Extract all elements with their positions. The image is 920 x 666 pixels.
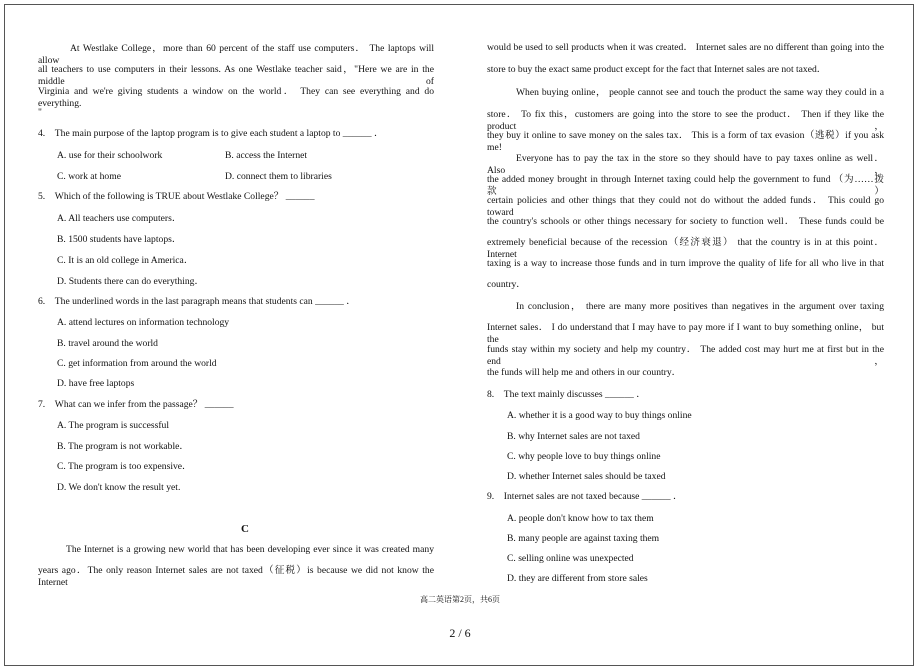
passage-line: the added money brought in through Internet taxing could help the government to fund （为……拨款） bbox=[487, 174, 884, 197]
question-6: 6. The underlined words in the last paragraph means that students can ______ ． bbox=[38, 296, 356, 307]
passage-line: taxing is a way to increase those funds and in turn improve the quality of life for all who live in that bbox=[487, 258, 884, 269]
option-b[interactable]: B. travel around the world bbox=[57, 338, 158, 349]
passage-line: funds stay within my society and help my country． The added cost may hurt me at first but in the end， bbox=[487, 344, 884, 367]
option-d[interactable]: D. Students there can do everything． bbox=[57, 276, 205, 287]
passage-line: extremely beneficial because of the recession（经济衰退） that the country is in at this point． Internet bbox=[487, 237, 884, 260]
option-c[interactable]: C. get information from around the world bbox=[57, 358, 217, 369]
option-a[interactable]: A. attend lectures on information technology bbox=[57, 317, 230, 328]
option-d[interactable]: D. have free laptops bbox=[57, 378, 135, 389]
passage-line: In conclusion， there are many more positives than negatives in the argument over taxing bbox=[516, 301, 884, 312]
passage-line: country． bbox=[487, 279, 526, 290]
option-a[interactable]: A. The program is successful bbox=[57, 420, 169, 431]
page-indicator: 2 / 6 bbox=[449, 626, 471, 640]
passage-line: they buy it online to save money on the sales tax． This is a form of tax evasion（逃税）if you ask me! bbox=[487, 130, 884, 153]
passage-line: all teachers to use computers in their lessons. As one Westlake teacher said，"Here we are in the middle of bbox=[38, 64, 434, 87]
passage-line: Internet sales． I do understand that I may have to pay more if I want to buy something online， but the bbox=[487, 322, 884, 345]
option-b[interactable]: B. access the Internet bbox=[225, 150, 308, 161]
passage-line: " bbox=[38, 107, 42, 118]
question-4: 4. The main purpose of the laptop program is to give each student a laptop to ______ ． bbox=[38, 128, 384, 139]
passage-line: When buying online， people cannot see and touch the product the same way they could in a bbox=[516, 87, 884, 98]
question-5: 5. Which of the following is TRUE about Westlake College？ ______ bbox=[38, 191, 315, 202]
option-d[interactable]: D. We don't know the result yet. bbox=[57, 482, 181, 493]
option-a[interactable]: A. use for their schoolwork bbox=[57, 150, 163, 161]
passage-line: Virginia and we're giving students a window on the world． They can see everything and do everything. bbox=[38, 86, 434, 109]
page-footer: 高二英语第2页，共6页 bbox=[420, 595, 500, 604]
option-a[interactable]: A. All teachers use computers． bbox=[57, 213, 182, 224]
passage-line: the funds will help me and others in our country． bbox=[487, 367, 682, 378]
option-c[interactable]: C. It is an old college in America． bbox=[57, 255, 194, 266]
question-7: 7. What can we infer from the passage？ ______ bbox=[38, 399, 234, 410]
section-heading: C bbox=[241, 523, 249, 535]
option-a[interactable]: A. whether it is a good way to buy things online bbox=[507, 410, 692, 421]
passage-line: certain policies and other things that they could not do without the added funds． This could go toward bbox=[487, 195, 884, 218]
option-b[interactable]: B. why Internet sales are not taxed bbox=[507, 431, 640, 442]
option-b[interactable]: B. many people are against taxing them bbox=[507, 533, 660, 544]
option-b[interactable]: B. 1500 students have laptops． bbox=[57, 234, 182, 245]
passage-line: The Internet is a growing new world that has been developing ever since it was created many bbox=[66, 544, 434, 555]
passage-line: At Westlake College，more than 60 percent of the staff use computers． The laptops will allow bbox=[38, 43, 434, 66]
option-a[interactable]: A. people don't know how to tax them bbox=[507, 513, 654, 524]
passage-line: store． To fix this，customers are going into the store to see the product． Then if they like the product， bbox=[487, 109, 884, 132]
passage-line: Everyone has to pay the tax in the store so they should have to pay taxes online as well． Also， bbox=[487, 153, 884, 176]
question-9: 9. Internet sales are not taxed because ______ ． bbox=[487, 491, 683, 502]
option-c[interactable]: C. The program is too expensive． bbox=[57, 461, 192, 472]
question-8: 8. The text mainly discusses ______ ． bbox=[487, 389, 646, 400]
option-b[interactable]: B. The program is not workable． bbox=[57, 441, 189, 452]
passage-line: years ago．The only reason Internet sales are not taxed（征税）is because we did not know the Internet bbox=[38, 565, 434, 588]
passage-line: store to buy the exact same product except for the fact that Internet sales are not taxed． bbox=[487, 64, 827, 75]
option-c[interactable]: C. why people love to buy things online bbox=[507, 451, 661, 462]
option-d[interactable]: D. connect them to libraries bbox=[225, 171, 332, 182]
passage-line: the country's schools or other things necessary for society to function well． These funds could be bbox=[487, 216, 884, 227]
option-d[interactable]: D. they are different from store sales bbox=[507, 573, 648, 584]
passage-line: would be used to sell products when it was created． Internet sales are no different than going into the bbox=[487, 42, 884, 53]
option-c[interactable]: C. selling online was unexpected bbox=[507, 553, 634, 564]
option-c[interactable]: C. work at home bbox=[57, 171, 121, 182]
option-d[interactable]: D. whether Internet sales should be taxed bbox=[507, 471, 666, 482]
